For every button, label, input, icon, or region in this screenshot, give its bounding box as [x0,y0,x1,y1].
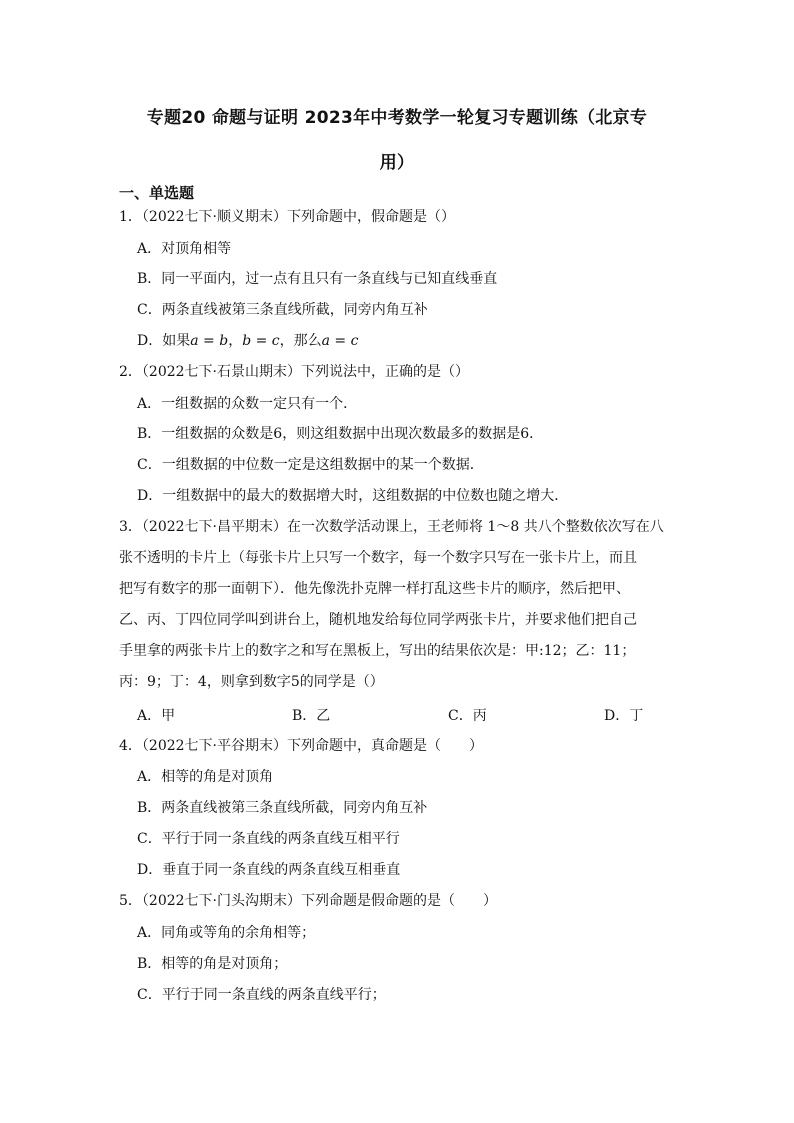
q2-option-a: A．一组数据的众数一定只有一个． [137,396,358,412]
q1-option-d-prefix: D．如果 [137,333,191,349]
q2-stem: 2．（2022七下·石景山期末）下列说法中，正确的是（） [119,364,469,380]
q5-option-b: B．相等的角是对顶角； [137,956,288,972]
q3-line-2: 张不透明的卡片上（每张卡片上只写一个数字，每一个数字只写在一张卡片上，而且 [119,550,637,566]
q3-line-5: 手里拿的两张卡片上的数字之和写在黑板上，写出的结果依次是：甲:12；乙：11； [119,643,636,659]
q1-option-d-sep: ， [228,333,243,349]
q1-option-b: B．同一平面内，过一点有且只有一条直线与已知直线垂直 [137,271,498,287]
q1-option-a: A．对顶角相等 [137,241,232,257]
q3-option-d: D．丁 [604,708,644,724]
q5-option-a: A．同角或等角的余角相等； [137,925,316,941]
q3-line-6: 丙：9；丁：4，则拿到数字5的同学是（） [119,674,384,690]
q1-stem: 1．（2022七下·顺义期末）下列命题中，假命题是（） [119,209,455,225]
section-heading: 一、单选题 [119,184,195,202]
q1-option-d-mid: ，那么 [279,333,322,349]
document-title-line1: 专题20 命题与证明 2023年中考数学一轮复习专题训练（北京专 [146,108,648,128]
q3-option-b: B．乙 [292,708,331,724]
q2-option-b: B．一组数据的众数是6，则这组数据中出现次数最多的数据是6． [137,426,544,442]
q3-option-a: A．甲 [137,708,176,724]
q3-option-c: C．丙 [448,708,487,724]
q1-option-d-math2: b = c [242,333,280,349]
q4-option-b: B．两条直线被第三条直线所截，同旁内角互补 [137,800,428,816]
q4-option-c: C．平行于同一条直线的两条直线互相平行 [137,831,400,847]
q4-option-d: D．垂直于同一条直线的两条直线互相垂直 [137,862,401,878]
q2-option-d: D．一组数据中的最大的数据增大时，这组数据的中位数也随之增大． [137,488,569,504]
q1-option-d [137,331,358,351]
q5-stem: 5．（2022七下·门头沟期末）下列命题是假命题的是（ ） [119,893,497,909]
q4-stem: 4．（2022七下·平谷期末）下列命题中，真命题是（ ） [119,738,483,754]
q1-option-c: C．两条直线被第三条直线所截，同旁内角互补 [137,302,428,318]
q5-option-c: C．平行于同一条直线的两条直线平行； [137,987,386,1003]
q1-option-d-math3: a = c [321,333,359,349]
q3-line-3: 把写有数字的那一面朝下）．他先像洗扑克牌一样打乱这些卡片的顺序，然后把甲、 [119,581,630,597]
q3-line-1: 3．（2022七下·昌平期末）在一次数学活动课上，王老师将 1～8 共八个整数依次写在八 [119,519,664,535]
q4-option-a: A．相等的角是对顶角 [137,769,274,785]
q1-option-d-math1: a = b [190,333,229,349]
q3-line-4: 乙、丙、丁四位同学叫到讲台上，随机地发给每位同学两张卡片，并要求他们把自己 [119,612,637,628]
q2-option-c: C．一组数据的中位数一定是这组数据中的某一个数据． [137,457,484,473]
document-title-line2: 用） [379,153,415,173]
